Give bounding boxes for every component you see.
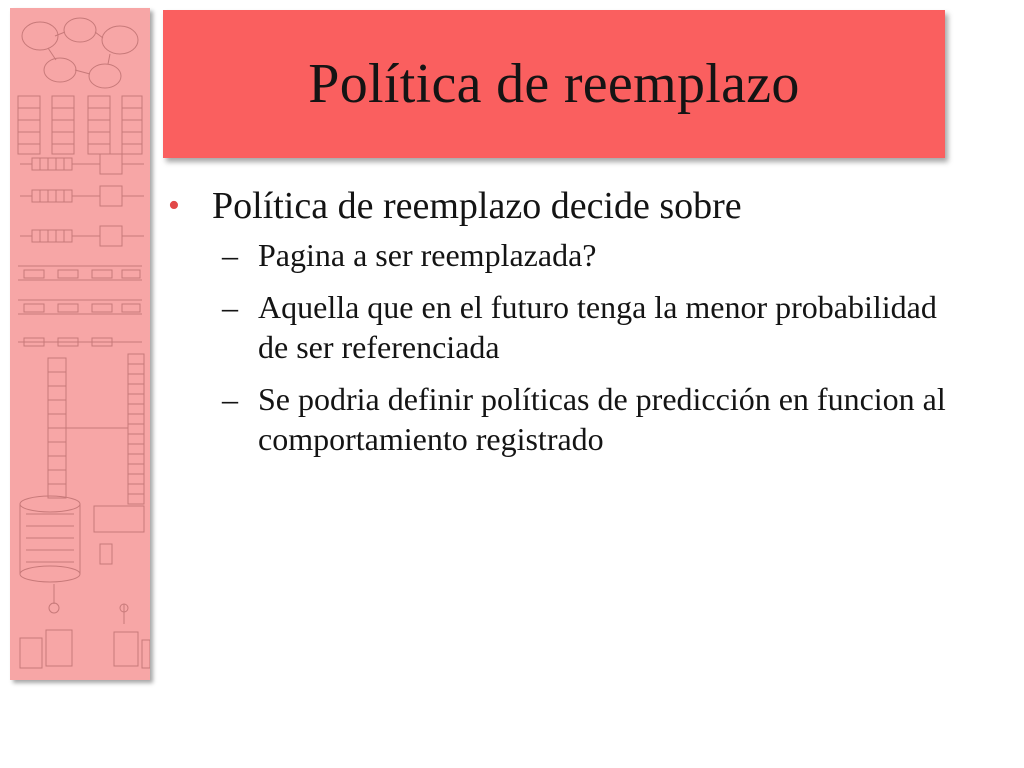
sub-bullet-text: Se podria definir políticas de predicción en funcion al comportamiento registrado — [258, 381, 946, 457]
bullet-item — [168, 183, 968, 229]
bullet-text: Política de reemplazo decide sobre — [212, 185, 742, 227]
sub-bullet-text: Aquella que en el futuro tenga la menor probabilidad de ser referenciada — [258, 289, 937, 365]
sub-bullet-marker: – — [222, 381, 238, 417]
slide-title: Política de reemplazo — [308, 53, 800, 115]
sub-bullet-item — [168, 235, 968, 275]
bullet-marker: • — [168, 187, 180, 224]
system-diagram-illustration — [10, 8, 150, 680]
title-banner — [163, 10, 945, 158]
sub-bullet-list — [168, 235, 968, 459]
slide-content — [168, 183, 968, 471]
sub-bullet-text: Pagina a ser reemplazada? — [258, 237, 597, 273]
sub-bullet-marker: – — [222, 289, 238, 325]
sub-bullet-item — [168, 379, 968, 459]
sub-bullet-marker: – — [222, 237, 238, 273]
side-decoration-panel — [10, 8, 150, 680]
sub-bullet-item — [168, 287, 968, 367]
